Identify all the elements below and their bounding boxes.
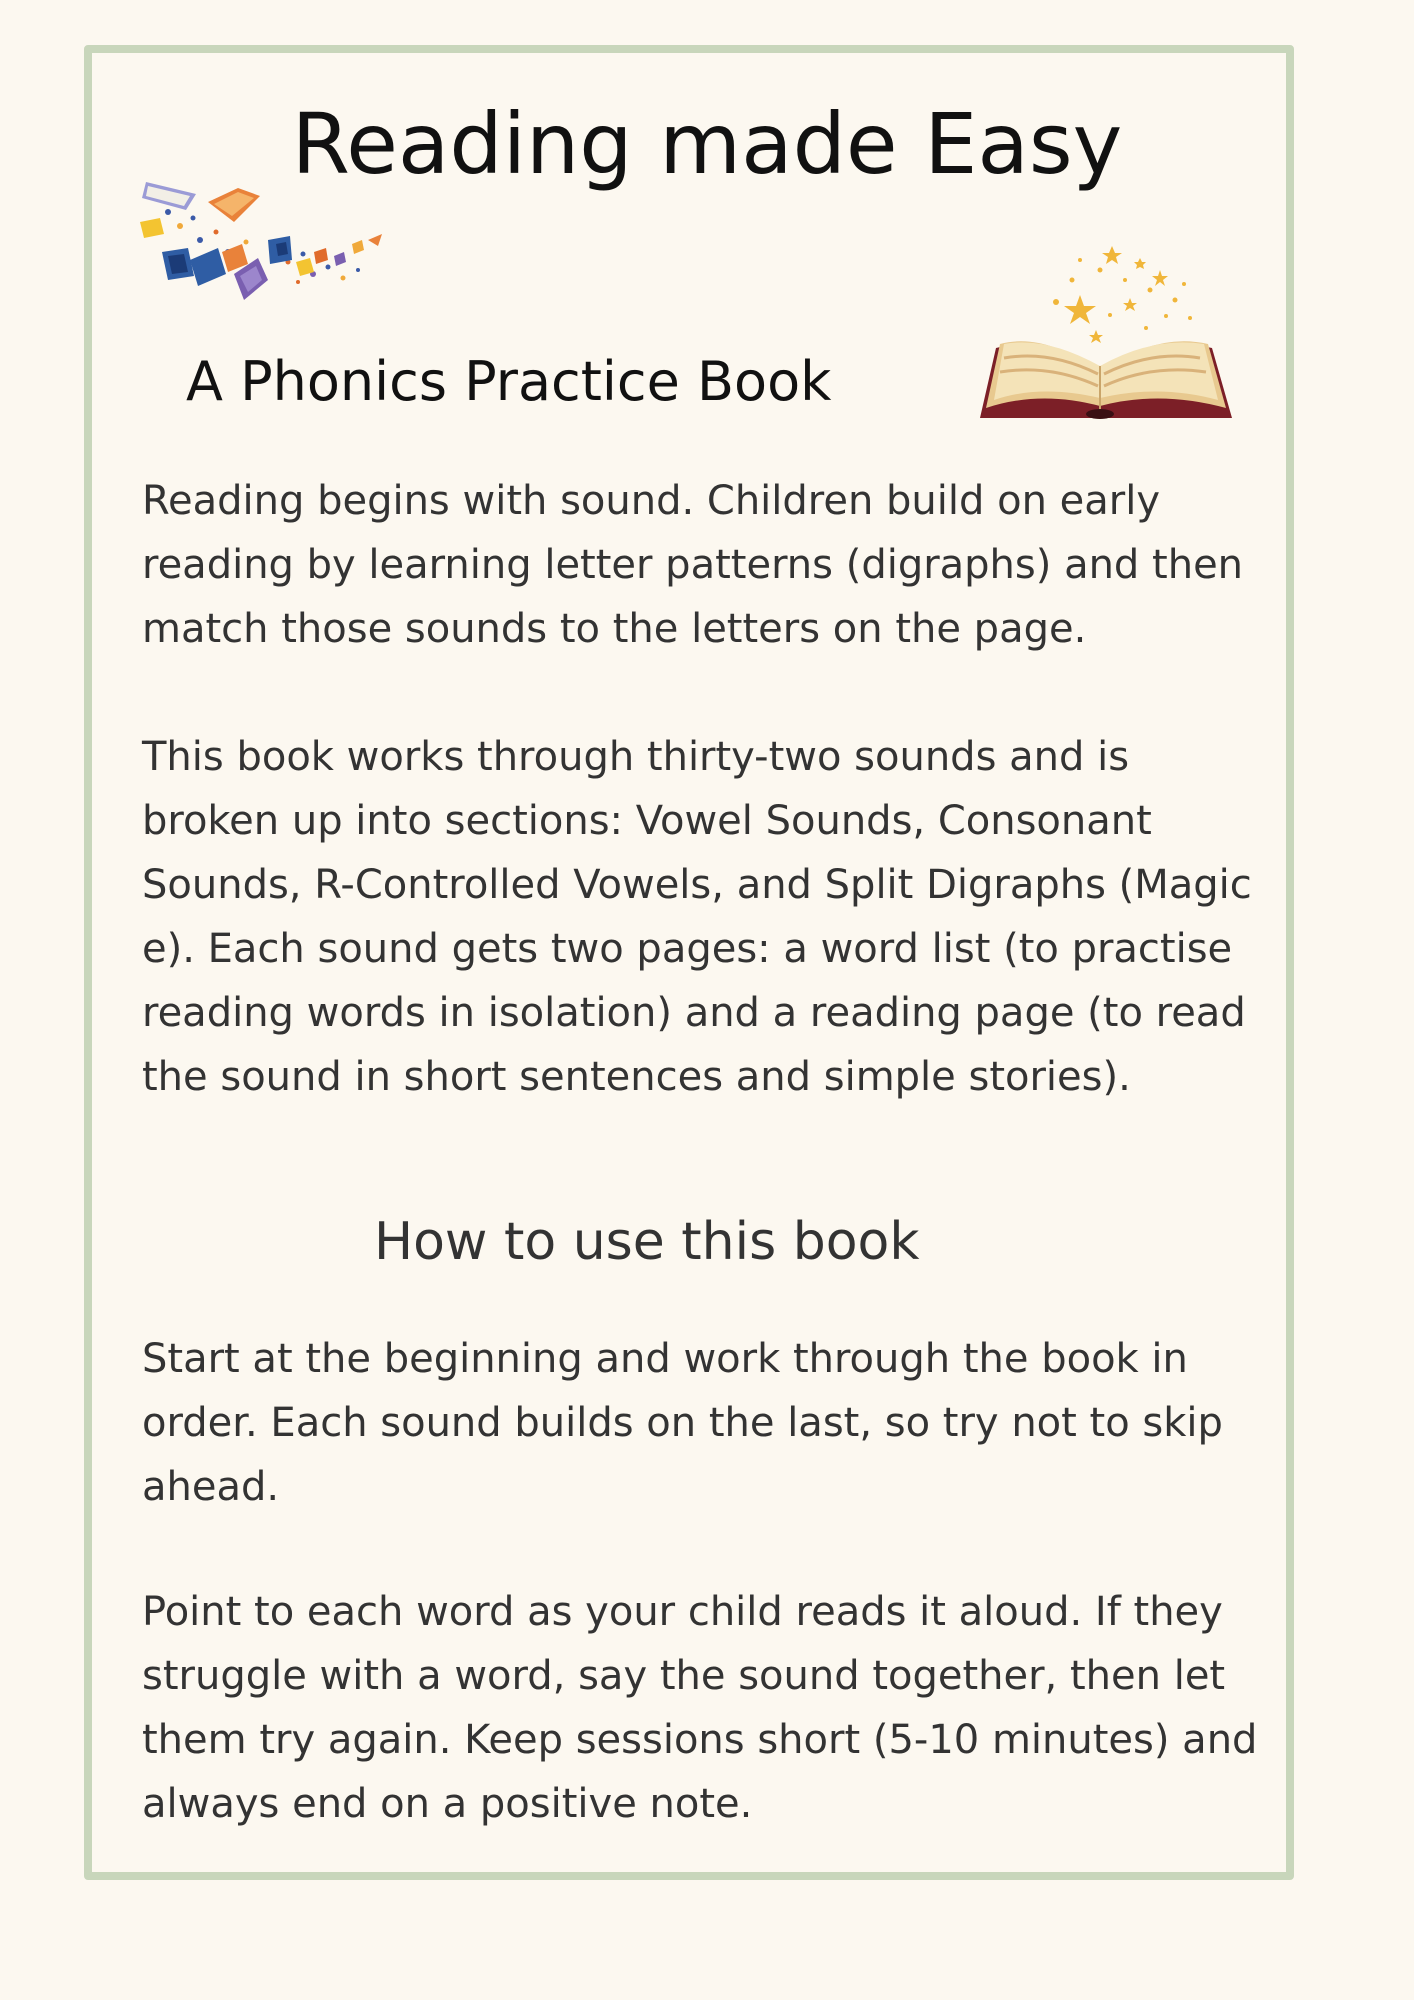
flying-books-icon	[138, 182, 388, 307]
page-title: Reading made Easy	[291, 95, 1123, 193]
intro-paragraph-2: This book works through thirty-two sounds and is broken up into sections: Vowel Sounds, Consonant Sounds, R-Controlled Vowels, and Split Digraphs (Magic e). Each sound gets two pages: a word list (to practise reading words in isolation) and a reading page (to read the sound in short sentences and simple stories).	[142, 734, 1252, 1100]
section-heading-how-to-use: How to use this book	[374, 1212, 920, 1272]
open-book-with-stars-icon	[960, 240, 1250, 425]
usage-paragraph-2: Point to each word as your child reads it aloud. If they struggle with a word, say the sound together, then let them try again. Keep sessions short (5-10 minutes) and always end on a positive note.	[142, 1589, 1258, 1827]
subtitle: A Phonics Practice Book	[186, 350, 832, 413]
intro-paragraph-1: Reading begins with sound. Children build on early reading by learning letter patterns (digraphs) and then match those sounds to the letters on the page.	[142, 478, 1244, 652]
usage-paragraph-1: Start at the beginning and work through the book in order. Each sound builds on the last, so try not to skip ahead.	[142, 1336, 1223, 1510]
